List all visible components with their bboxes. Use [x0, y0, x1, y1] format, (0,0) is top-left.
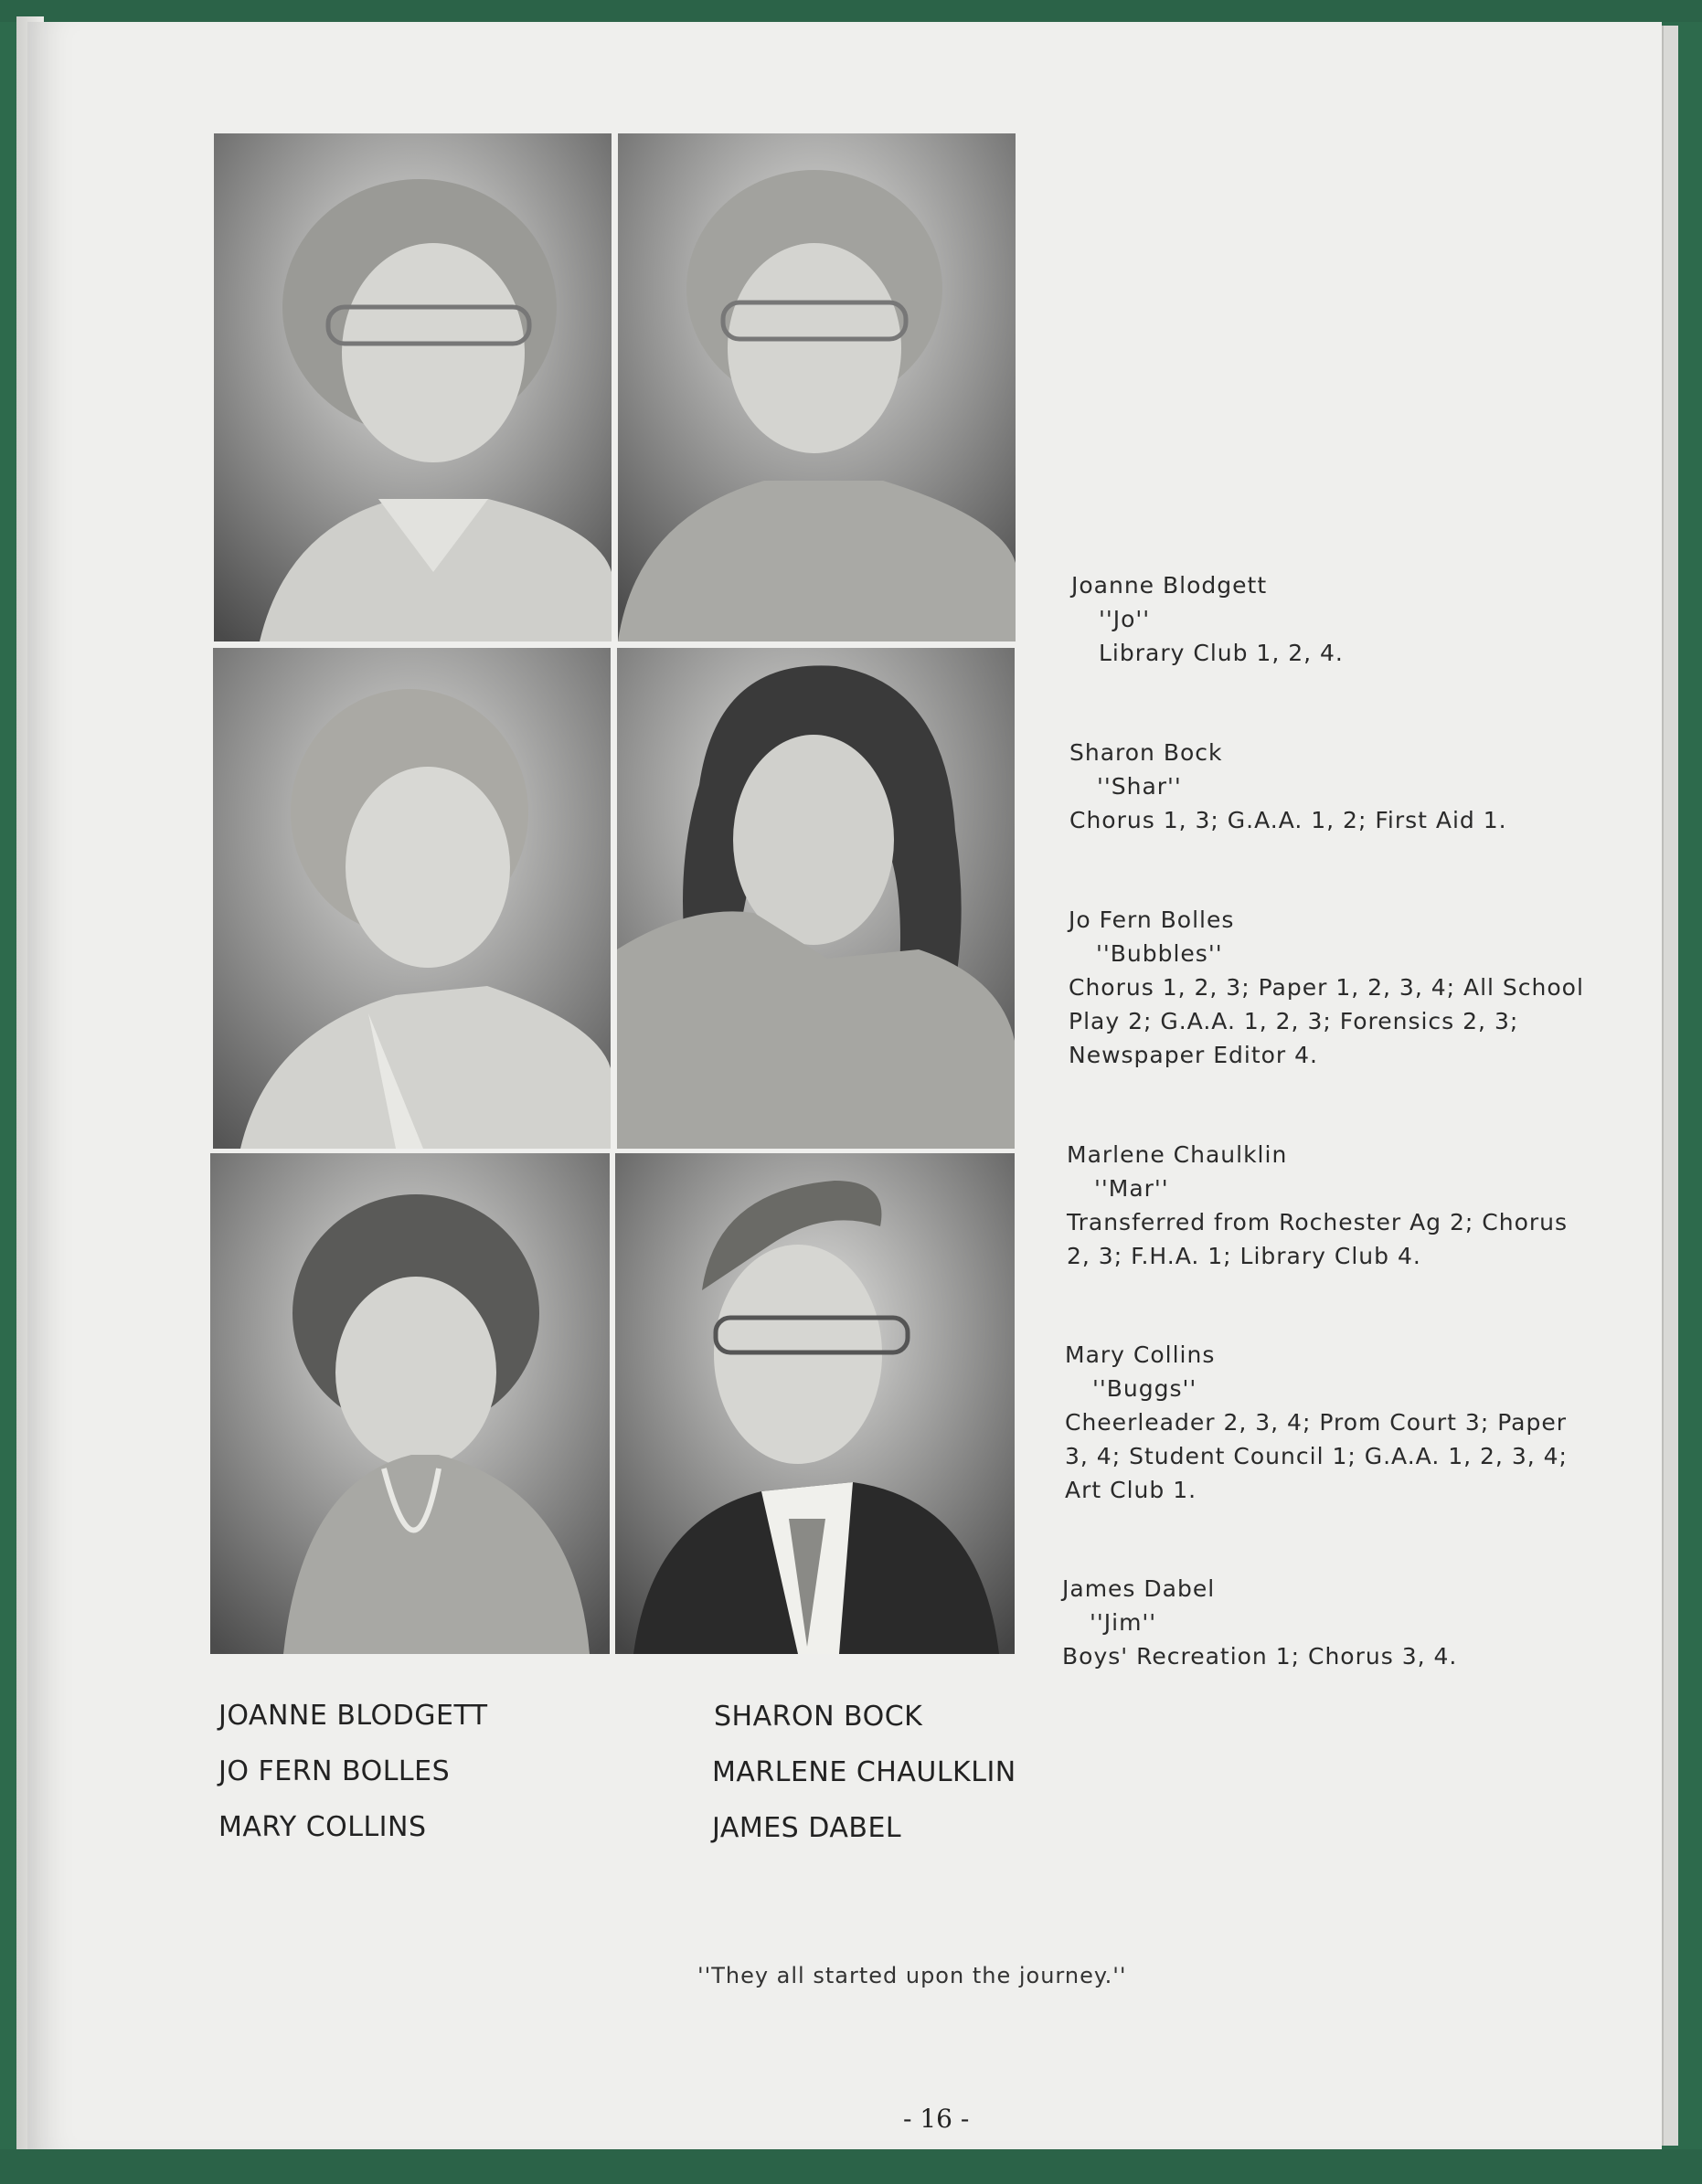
portrait-photo-4 [617, 648, 1015, 1149]
page-quote: ''They all started upon the journey.'' [697, 1963, 1127, 1988]
caption-right-1: SHARON BOCK [714, 1701, 923, 1733]
caption-left-1: JOANNE BLODGETT [218, 1700, 488, 1732]
bio-nickname: ''Bubbles'' [1096, 940, 1223, 967]
caption-left-2: JO FERN BOLLES [218, 1755, 451, 1787]
bio-activities: Chorus 1, 2, 3; Paper 1, 2, 3, 4; All School Play 2; G.A.A. 1, 2, 3; Forensics 2, 3; Newspaper Editor 4. [1069, 974, 1584, 1068]
bio-jo-fern-bolles [1069, 903, 1594, 1072]
portrait-photo-3 [213, 648, 611, 1149]
bio-name: Joanne Blodgett [1071, 572, 1268, 599]
bio-nickname: ''Jo'' [1099, 606, 1151, 632]
book-cover-bottom [0, 2149, 1702, 2184]
bio-activities: Boys' Recreation 1; Chorus 3, 4. [1062, 1643, 1458, 1670]
book-cover-top [0, 0, 1702, 22]
page-number: - 16 - [903, 2104, 970, 2134]
bio-name: Mary Collins [1065, 1341, 1216, 1368]
bio-nickname: ''Jim'' [1090, 1609, 1157, 1636]
bio-activities: Cheerleader 2, 3, 4; Prom Court 3; Paper 3, 4; Student Council 1; G.A.A. 1, 2, 3, 4; Art Club 1. [1065, 1409, 1568, 1503]
page-edge [1662, 26, 1678, 2146]
portrait-photo-1 [214, 133, 612, 641]
bio-mary-collins [1065, 1338, 1590, 1507]
portrait-photo-6 [615, 1153, 1015, 1654]
bio-activities: Transferred from Rochester Ag 2; Chorus 2, 3; F.H.A. 1; Library Club 4. [1067, 1209, 1569, 1269]
bio-name: Jo Fern Bolles [1069, 906, 1235, 933]
portrait-photo-5 [210, 1153, 610, 1654]
bio-joanne-blodgett [1071, 568, 1583, 670]
bio-name: Sharon Bock [1069, 739, 1223, 766]
bio-name: Marlene Chaulklin [1067, 1141, 1288, 1168]
bio-marlene-chaulklin [1067, 1138, 1592, 1273]
caption-right-3: JAMES DABEL [712, 1812, 902, 1844]
bio-nickname: ''Buggs'' [1092, 1375, 1197, 1402]
yearbook-page [27, 22, 1662, 2149]
bio-activities: Chorus 1, 3; G.A.A. 1, 2; First Aid 1. [1069, 807, 1507, 833]
caption-right-2: MARLENE CHAULKLIN [712, 1756, 1016, 1788]
caption-left-3: MARY COLLINS [218, 1811, 427, 1843]
bio-james-dabel [1062, 1572, 1588, 1673]
bio-nickname: ''Mar'' [1094, 1175, 1169, 1202]
portrait-photo-2 [618, 133, 1016, 641]
bio-sharon-bock [1069, 736, 1581, 837]
bio-name: James Dabel [1062, 1575, 1216, 1602]
bio-activities: Library Club 1, 2, 4. [1099, 640, 1344, 666]
bio-nickname: ''Shar'' [1097, 773, 1182, 800]
